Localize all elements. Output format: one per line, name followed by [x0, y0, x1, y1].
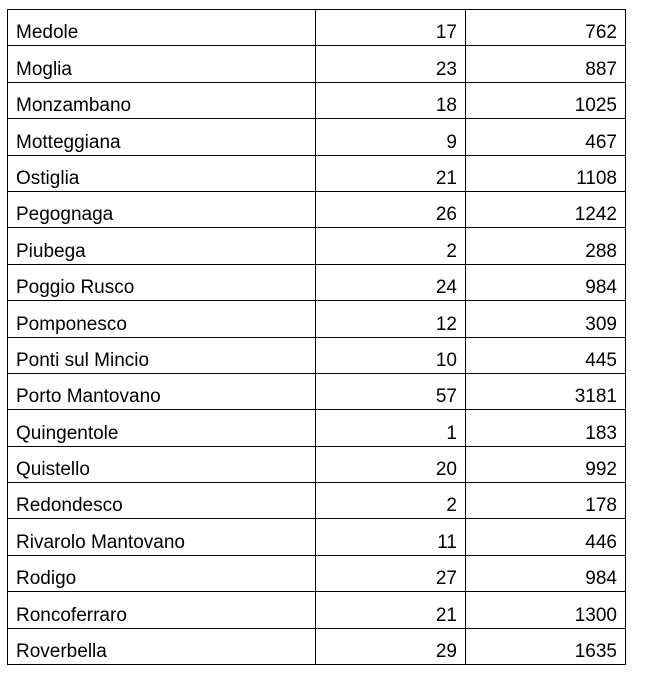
total-cell: 3181 — [466, 373, 626, 409]
municipality-cell: Medole — [8, 10, 316, 46]
table-row — [8, 446, 626, 482]
table-row — [8, 228, 626, 264]
table-row — [8, 337, 626, 373]
count-cell: 1 — [316, 410, 466, 446]
municipality-cell: Ponti sul Mincio — [8, 337, 316, 373]
count-cell: 57 — [316, 373, 466, 409]
total-cell: 1635 — [466, 628, 626, 664]
count-cell: 23 — [316, 46, 466, 82]
table-row — [8, 46, 626, 82]
total-cell: 1242 — [466, 191, 626, 227]
total-cell: 309 — [466, 301, 626, 337]
municipality-cell: Rodigo — [8, 555, 316, 591]
municipality-cell: Roverbella — [8, 628, 316, 664]
municipality-cell: Motteggiana — [8, 119, 316, 155]
municipality-cell: Quistello — [8, 446, 316, 482]
count-cell: 17 — [316, 10, 466, 46]
table-row — [8, 264, 626, 300]
count-cell: 26 — [316, 191, 466, 227]
table-row — [8, 301, 626, 337]
count-cell: 29 — [316, 628, 466, 664]
table-row — [8, 555, 626, 591]
municipality-cell: Roncoferraro — [8, 592, 316, 628]
total-cell: 762 — [466, 10, 626, 46]
count-cell: 27 — [316, 555, 466, 591]
count-cell: 9 — [316, 119, 466, 155]
table-row — [8, 483, 626, 519]
table-row — [8, 155, 626, 191]
data-table — [7, 9, 626, 665]
municipality-cell: Pomponesco — [8, 301, 316, 337]
municipality-cell: Redondesco — [8, 483, 316, 519]
table-row — [8, 410, 626, 446]
total-cell: 288 — [466, 228, 626, 264]
count-cell: 20 — [316, 446, 466, 482]
table-row — [8, 628, 626, 664]
total-cell: 1108 — [466, 155, 626, 191]
total-cell: 984 — [466, 264, 626, 300]
table-row — [8, 191, 626, 227]
table-row — [8, 519, 626, 555]
count-cell: 21 — [316, 155, 466, 191]
count-cell: 2 — [316, 483, 466, 519]
count-cell: 18 — [316, 82, 466, 118]
table-row — [8, 592, 626, 628]
total-cell: 467 — [466, 119, 626, 155]
municipality-cell: Quingentole — [8, 410, 316, 446]
total-cell: 887 — [466, 46, 626, 82]
table-body — [8, 10, 626, 665]
total-cell: 446 — [466, 519, 626, 555]
total-cell: 1300 — [466, 592, 626, 628]
total-cell: 183 — [466, 410, 626, 446]
count-cell: 2 — [316, 228, 466, 264]
count-cell: 11 — [316, 519, 466, 555]
municipality-cell: Piubega — [8, 228, 316, 264]
count-cell: 12 — [316, 301, 466, 337]
municipality-cell: Moglia — [8, 46, 316, 82]
municipality-cell: Ostiglia — [8, 155, 316, 191]
table-row — [8, 119, 626, 155]
count-cell: 21 — [316, 592, 466, 628]
total-cell: 178 — [466, 483, 626, 519]
total-cell: 984 — [466, 555, 626, 591]
municipality-cell: Pegognaga — [8, 191, 316, 227]
total-cell: 445 — [466, 337, 626, 373]
municipality-cell: Poggio Rusco — [8, 264, 316, 300]
municipality-cell: Monzambano — [8, 82, 316, 118]
count-cell: 10 — [316, 337, 466, 373]
table-row — [8, 373, 626, 409]
municipality-cell: Rivarolo Mantovano — [8, 519, 316, 555]
table-row — [8, 10, 626, 46]
count-cell: 24 — [316, 264, 466, 300]
total-cell: 992 — [466, 446, 626, 482]
municipality-cell: Porto Mantovano — [8, 373, 316, 409]
total-cell: 1025 — [466, 82, 626, 118]
table-row — [8, 82, 626, 118]
